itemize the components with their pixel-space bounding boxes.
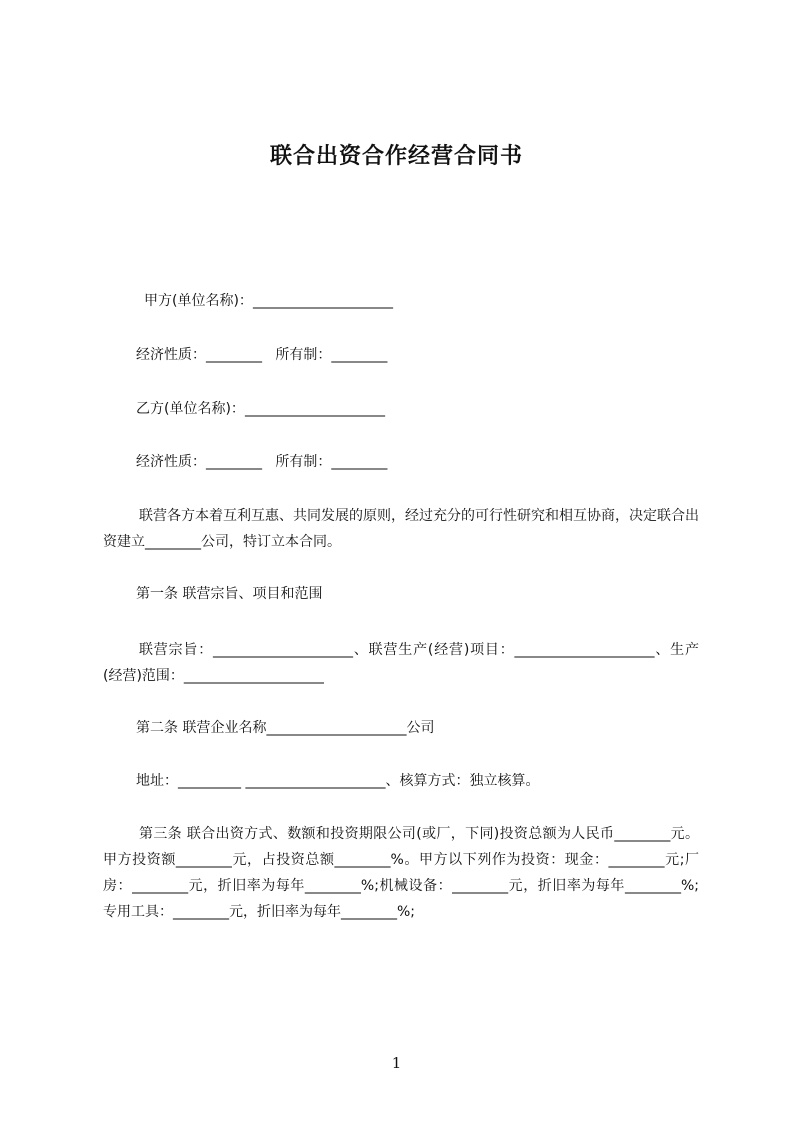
party-b-nature-line — [136, 452, 387, 472]
article-1-body: 联营宗旨：____________________、联营生产(经营)项目：____________________、生产(经营)范围：____________________ — [103, 642, 699, 684]
page-number: 1 — [391, 1054, 402, 1072]
party-a-label: 甲方(单位名称)： — [144, 293, 253, 309]
article-1-heading: 第一条 联营宗旨、项目和范围 — [136, 586, 323, 602]
party-b-line — [136, 399, 385, 419]
party-a-ownership-blank: ________ — [331, 347, 388, 363]
party-b-ownership-label: 所有制： — [275, 454, 332, 470]
party-a-ownership-label: 所有制： — [275, 347, 332, 363]
party-a-blank: ____________________ — [252, 293, 393, 309]
party-a-nature-blank: ________ — [206, 347, 262, 363]
article-3-body: 第三条 联合出资方式、数额和投资期限公司(或厂，下同)投资总额为人民币________元。甲方投资额________元，占投资总额________%。甲方以下列作为投资：现金：________元;厂房：________元，折旧率为每年________%;机械设备：________元，折旧率为每年________%;专用工具：________元，折旧率为每年________%; — [103, 826, 699, 920]
party-b-ownership-blank: ________ — [331, 454, 388, 470]
party-b-nature-blank: ________ — [206, 454, 262, 470]
article-2-heading: 第二条 联营企业名称____________________公司 — [136, 720, 435, 736]
party-b-nature-label: 经济性质： — [136, 454, 206, 470]
document-title: 联合出资合作经营合同书 — [269, 144, 523, 169]
party-a-nature-line — [136, 345, 387, 365]
party-b-label: 乙方(单位名称)： — [136, 401, 245, 417]
party-a-nature-label: 经济性质： — [136, 347, 206, 363]
preamble-paragraph: 联营各方本着互利互惠、共同发展的原则，经过充分的可行性研究和相互协商，决定联合出资建立________公司，特订立本合同。 — [103, 508, 699, 550]
party-a-line — [144, 291, 393, 311]
article-2-address: 地址：_________ ____________________、核算方式：独立核算。 — [136, 773, 540, 789]
party-b-blank: ____________________ — [244, 401, 385, 417]
